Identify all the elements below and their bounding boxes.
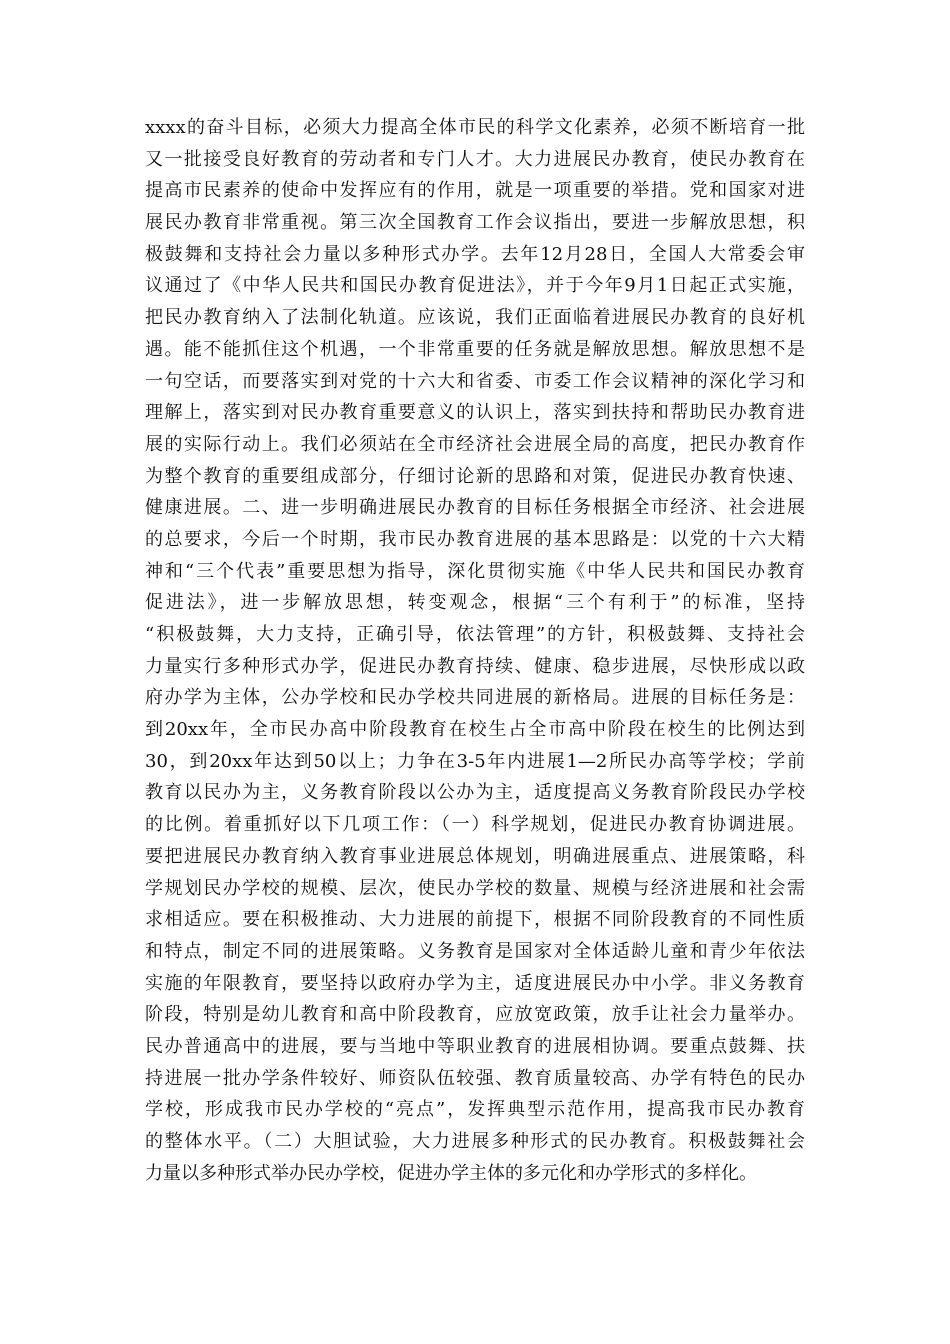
text-line: 和特点，制定不同的进展策略。义务教育是国家对全体适龄儿童和青少年依法 <box>145 940 805 962</box>
text-line: 健康进展。二、进一步明确进展民办教育的目标任务根据全市经济、社会进展 <box>145 497 805 519</box>
text-line: 求相适应。要在积极推动、大力进展的前提下，根据不同阶段教育的不同性质 <box>145 909 805 931</box>
text-line: 展的实际行动上。我们必须站在全市经济社会进展全局的高度，把民办教育作 <box>145 433 805 455</box>
text-line: 又一批接受良好教育的劳动者和专门人才。大力进展民办教育，使民办教育在 <box>145 148 805 170</box>
text-line: 的总要求，今后一个时期，我市民办教育进展的基本思路是：以党的十六大精 <box>145 528 805 550</box>
body-text <box>145 112 805 1189</box>
text-line: xxxx的奋斗目标，必须大力提高全体市民的科学文化素养，必须不断培育一批 <box>145 117 805 138</box>
text-line: 神和“三个代表”重要思想为指导，深化贯彻实施《中华人民共和国民办教育 <box>145 560 805 582</box>
text-line: 阶段，特别是幼儿教育和高中阶段教育，应放宽政策，放手让社会力量举办。 <box>145 1004 805 1026</box>
text-line: 理解上，落实到对民办教育重要意义的认识上，落实到扶持和帮助民办教育进 <box>145 402 805 424</box>
text-line: 展民办教育非常重视。第三次全国教育工作会议指出，要进一步解放思想，积 <box>145 212 805 234</box>
text-line: 30，到20xx年达到50以上；力争在3-5年内进展1—2所民办高等学校；学前 <box>145 750 805 772</box>
text-line: 学校，形成我市民办学校的“亮点”，发挥典型示范作用，提高我市民办教育 <box>145 1099 805 1121</box>
text-line: 提高市民素养的使命中发挥应有的作用，就是一项重要的举措。党和国家对进 <box>145 180 805 202</box>
text-line: 府办学为主体，公办学校和民办学校共同进展的新格局。进展的目标任务是： <box>145 687 805 709</box>
text-line: 民办普通高中的进展，要与当地中等职业教育的进展相协调。要重点鼓舞、扶 <box>145 1035 805 1057</box>
text-line: 持进展一批办学条件较好、师资队伍较强、教育质量较高、办学有特色的民办 <box>145 1067 805 1089</box>
text-line: 力量实行多种形式办学，促进民办教育持续、健康、稳步进展，尽快形成以政 <box>145 655 805 677</box>
text-line: 的整体水平。（二）大胆试验，大力进展多种形式的民办教育。积极鼓舞社会 <box>145 1131 805 1152</box>
text-line: 极鼓舞和支持社会力量以多种形式办学。去年12月28日，全国人大常委会审 <box>145 243 805 265</box>
text-line: 力量以多种形式举办民办学校，促进办学主体的多元化和办学形式的多样化。 <box>145 1162 757 1184</box>
text-line: 一句空话，而要落实到对党的十六大和省委、市委工作会议精神的深化学习和 <box>145 370 805 392</box>
text-line: 到20xx年，全市民办高中阶段教育在校生占全市高中阶段在校生的比例达到 <box>145 719 805 741</box>
text-line: 议通过了《中华人民共和国民办教育促进法》，并于今年9月1日起正式实施， <box>145 275 805 297</box>
text-line: 遇。能不能抓住这个机遇，一个非常重要的任务就是解放思想。解放思想不是 <box>145 338 805 360</box>
text-line: 要把进展民办教育纳入教育事业进展总体规划，明确进展重点、进展策略，科 <box>145 845 805 867</box>
text-line: 促进法》，进一步解放思想，转变观念，根据“三个有利于”的标准，坚持 <box>145 592 805 614</box>
text-line: “积极鼓舞，大力支持，正确引导，依法管理”的方针，积极鼓舞、支持社会 <box>145 624 805 645</box>
text-line: 为整个教育的重要组成部分，仔细讨论新的思路和对策，促进民办教育快速、 <box>145 465 805 487</box>
text-line: 把民办教育纳入了法制化轨道。应该说，我们正面临着进展民办教育的良好机 <box>145 307 805 329</box>
text-line: 实施的年限教育，要坚持以政府办学为主，适度进展民办中小学。非义务教育 <box>145 972 805 994</box>
text-line: 教育以民办为主，义务教育阶段以公办为主，适度提高义务教育阶段民办学校 <box>145 782 805 804</box>
text-line: 学规划民办学校的规模、层次，使民办学校的数量、规模与经济进展和社会需 <box>145 877 805 899</box>
text-line: 的比例。着重抓好以下几项工作：（一）科学规划，促进民办教育协调进展。 <box>145 814 805 836</box>
